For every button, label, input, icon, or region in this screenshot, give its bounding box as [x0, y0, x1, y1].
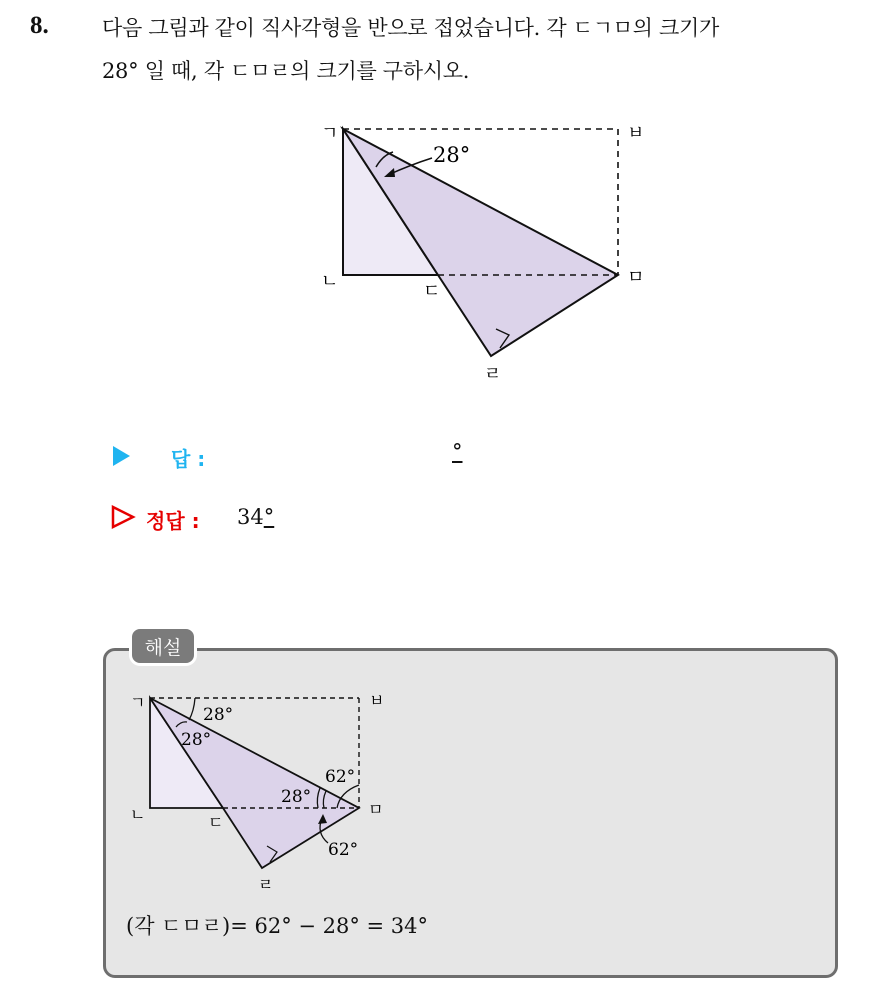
sol-label-g: ㄱ: [130, 693, 146, 712]
sol-angle-2: 28°: [181, 730, 212, 750]
sol-angle-3: 62°: [325, 767, 356, 787]
question-number: 8.: [30, 12, 49, 39]
answer-unit: °: [452, 440, 463, 464]
sol-angle-5: 62°: [328, 840, 359, 860]
vertex-label-g: ㄱ: [321, 123, 339, 144]
vertex-label-m: ㅁ: [627, 267, 645, 288]
solution-figure: [0, 660, 884, 900]
sol-label-m: ㅁ: [368, 800, 384, 819]
vertex-label-n: ㄴ: [321, 271, 339, 292]
sol-angle-4: 28°: [281, 787, 312, 807]
sol-label-d: ㄷ: [208, 813, 224, 832]
vertex-label-d: ㄷ: [423, 281, 441, 302]
correct-arrow-icon: [110, 505, 136, 529]
solution-tab: 해설: [129, 626, 197, 666]
sol-label-b: ㅂ: [369, 691, 385, 710]
answer-arrow-icon: [113, 446, 130, 466]
angle-label: 28°: [433, 143, 471, 167]
correct-value: 34°: [237, 505, 275, 529]
sol-arc-1: [189, 698, 195, 720]
sol-angle-1: 28°: [203, 705, 234, 725]
question-figure: [0, 0, 884, 430]
answer-label: 답 :: [171, 447, 206, 471]
solution-equation: (각 ㄷㅁㄹ)= 62° − 28° = 34°: [126, 914, 429, 938]
vertex-label-r: ㄹ: [484, 364, 502, 385]
vertex-label-b: ㅂ: [627, 123, 645, 144]
sol-label-r: ㄹ: [258, 875, 274, 894]
question-text-line2: 28° 일 때, 각 ㄷㅁㄹ의 크기를 구하시오.: [102, 59, 470, 83]
sol-label-n: ㄴ: [130, 805, 146, 824]
correct-label: 정답 :: [146, 509, 200, 533]
question-text-line1: 다음 그림과 같이 직사각형을 반으로 접었습니다. 각 ㄷㄱㅁ의 크기가: [102, 16, 719, 40]
